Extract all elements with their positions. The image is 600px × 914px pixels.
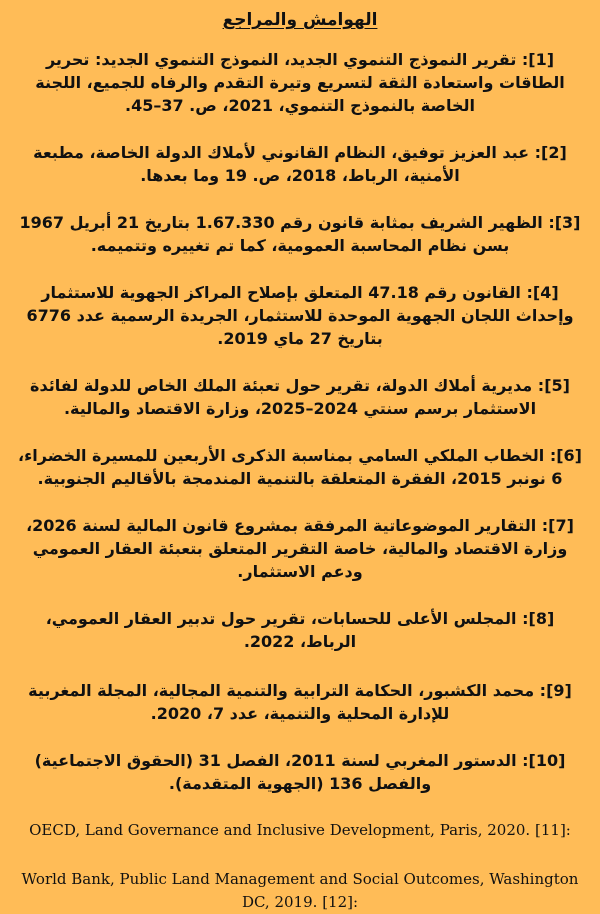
reference-number: [9]: (534, 681, 572, 700)
reference-text: مديرية أملاك الدولة، تقرير حول تعبئة الملك الخاص للدولة لفائدة الاستثمار برسم سنتي 2024–2025، وزارة الاقتصاد والمالية. (30, 376, 537, 418)
reference-number: [8]: (516, 609, 555, 628)
reference-text: الدستور المغربي لسنة 2011، الفصل 31 (الحقوق الاجتماعية) والفصل 136 (الجهوية المتقدمة). (34, 751, 517, 793)
reference-note-5 (18, 374, 582, 420)
reference-text: عبد العزيز توفيق، النظام القانوني لأملاك الدولة الخاصة، مطبعة الأمنية، الرباط، 2018، ص. 19 وما بعدها. (33, 143, 530, 185)
reference-number: [1]: (516, 50, 555, 69)
reference-number: [12]: (322, 893, 359, 911)
reference-text: تقرير النموذج التنموي الجديد، النموذج التنموي الجديد: تحرير الطاقات واستعادة الثقة لتسريع وتيرة التقدم والرفاه للجميع، اللجنة الخاصة بالنموذج التنموي، 2021، ص. 37–45. (35, 50, 565, 115)
reference-text: التقارير الموضوعاتية المرفقة بمشروع قانون المالية لسنة 2026، وزارة الاقتصاد والمالية، خاصة التقرير المتعلق بتعبئة العقار العمومي ودعم الاستثمار. (26, 516, 568, 581)
reference-number: [6]: (544, 446, 582, 465)
reference-number: [3]: (542, 213, 581, 232)
reference-text: الظهير الشريف بمثابة قانون رقم 1.67.330 بتاريخ 21 أبريل 1967 بسن نظام المحاسبة العمومية، كما تم تغييره وتتميمه. (19, 213, 543, 255)
reference-number: [2]: (529, 143, 567, 162)
reference-note-6 (18, 444, 582, 490)
reference-number: [7]: (536, 516, 574, 535)
reference-note-2 (18, 141, 582, 187)
reference-note-12 (18, 868, 582, 914)
reference-text: المجلس الأعلى للحسابات، تقرير حول تدبير العقار العمومي، الرباط، 2022. (45, 609, 517, 651)
reference-note-1 (18, 48, 582, 117)
reference-text: OECD, Land Governance and Inclusive Development, Paris, 2020. (29, 821, 531, 839)
reference-text: محمد الكشبور، الحكامة الترابية والتنمية المجالية، المجلة المغربية للإدارة المحلية والتنمية، عدد 7، 2020. (28, 681, 535, 723)
reference-text: الخطاب الملكي السامي بمناسبة الذكرى الأربعين للمسيرة الخضراء، 6 نونبر 2015، الفقرة المتعلقة بالتنمية المندمجة بالأقاليم الجنوبية. (18, 446, 563, 488)
reference-note-3 (18, 211, 582, 257)
reference-note-8 (18, 607, 582, 653)
reference-number: [10]: (516, 751, 566, 770)
reference-note-10 (18, 749, 582, 795)
page-title: الهوامش والمراجع (222, 10, 378, 30)
reference-note-7 (18, 514, 582, 583)
reference-note-11 (18, 819, 582, 842)
reference-number: [4]: (520, 283, 559, 302)
reference-number: [5]: (532, 376, 570, 395)
reference-text: World Bank, Public Land Management and Social Outcomes, Washington DC, 2019. (21, 870, 579, 911)
reference-note-9 (18, 679, 582, 725)
reference-text: القانون رقم 47.18 المتعلق بإصلاح المراكز الجهوية للاستثمار وإحداث اللجان الجهوية الموحدة للاستثمار، الجريدة الرسمية عدد 6776 بتاريخ 27 ماي 2019. (26, 283, 574, 348)
reference-number: [11]: (535, 821, 571, 839)
reference-note-4 (18, 281, 582, 350)
